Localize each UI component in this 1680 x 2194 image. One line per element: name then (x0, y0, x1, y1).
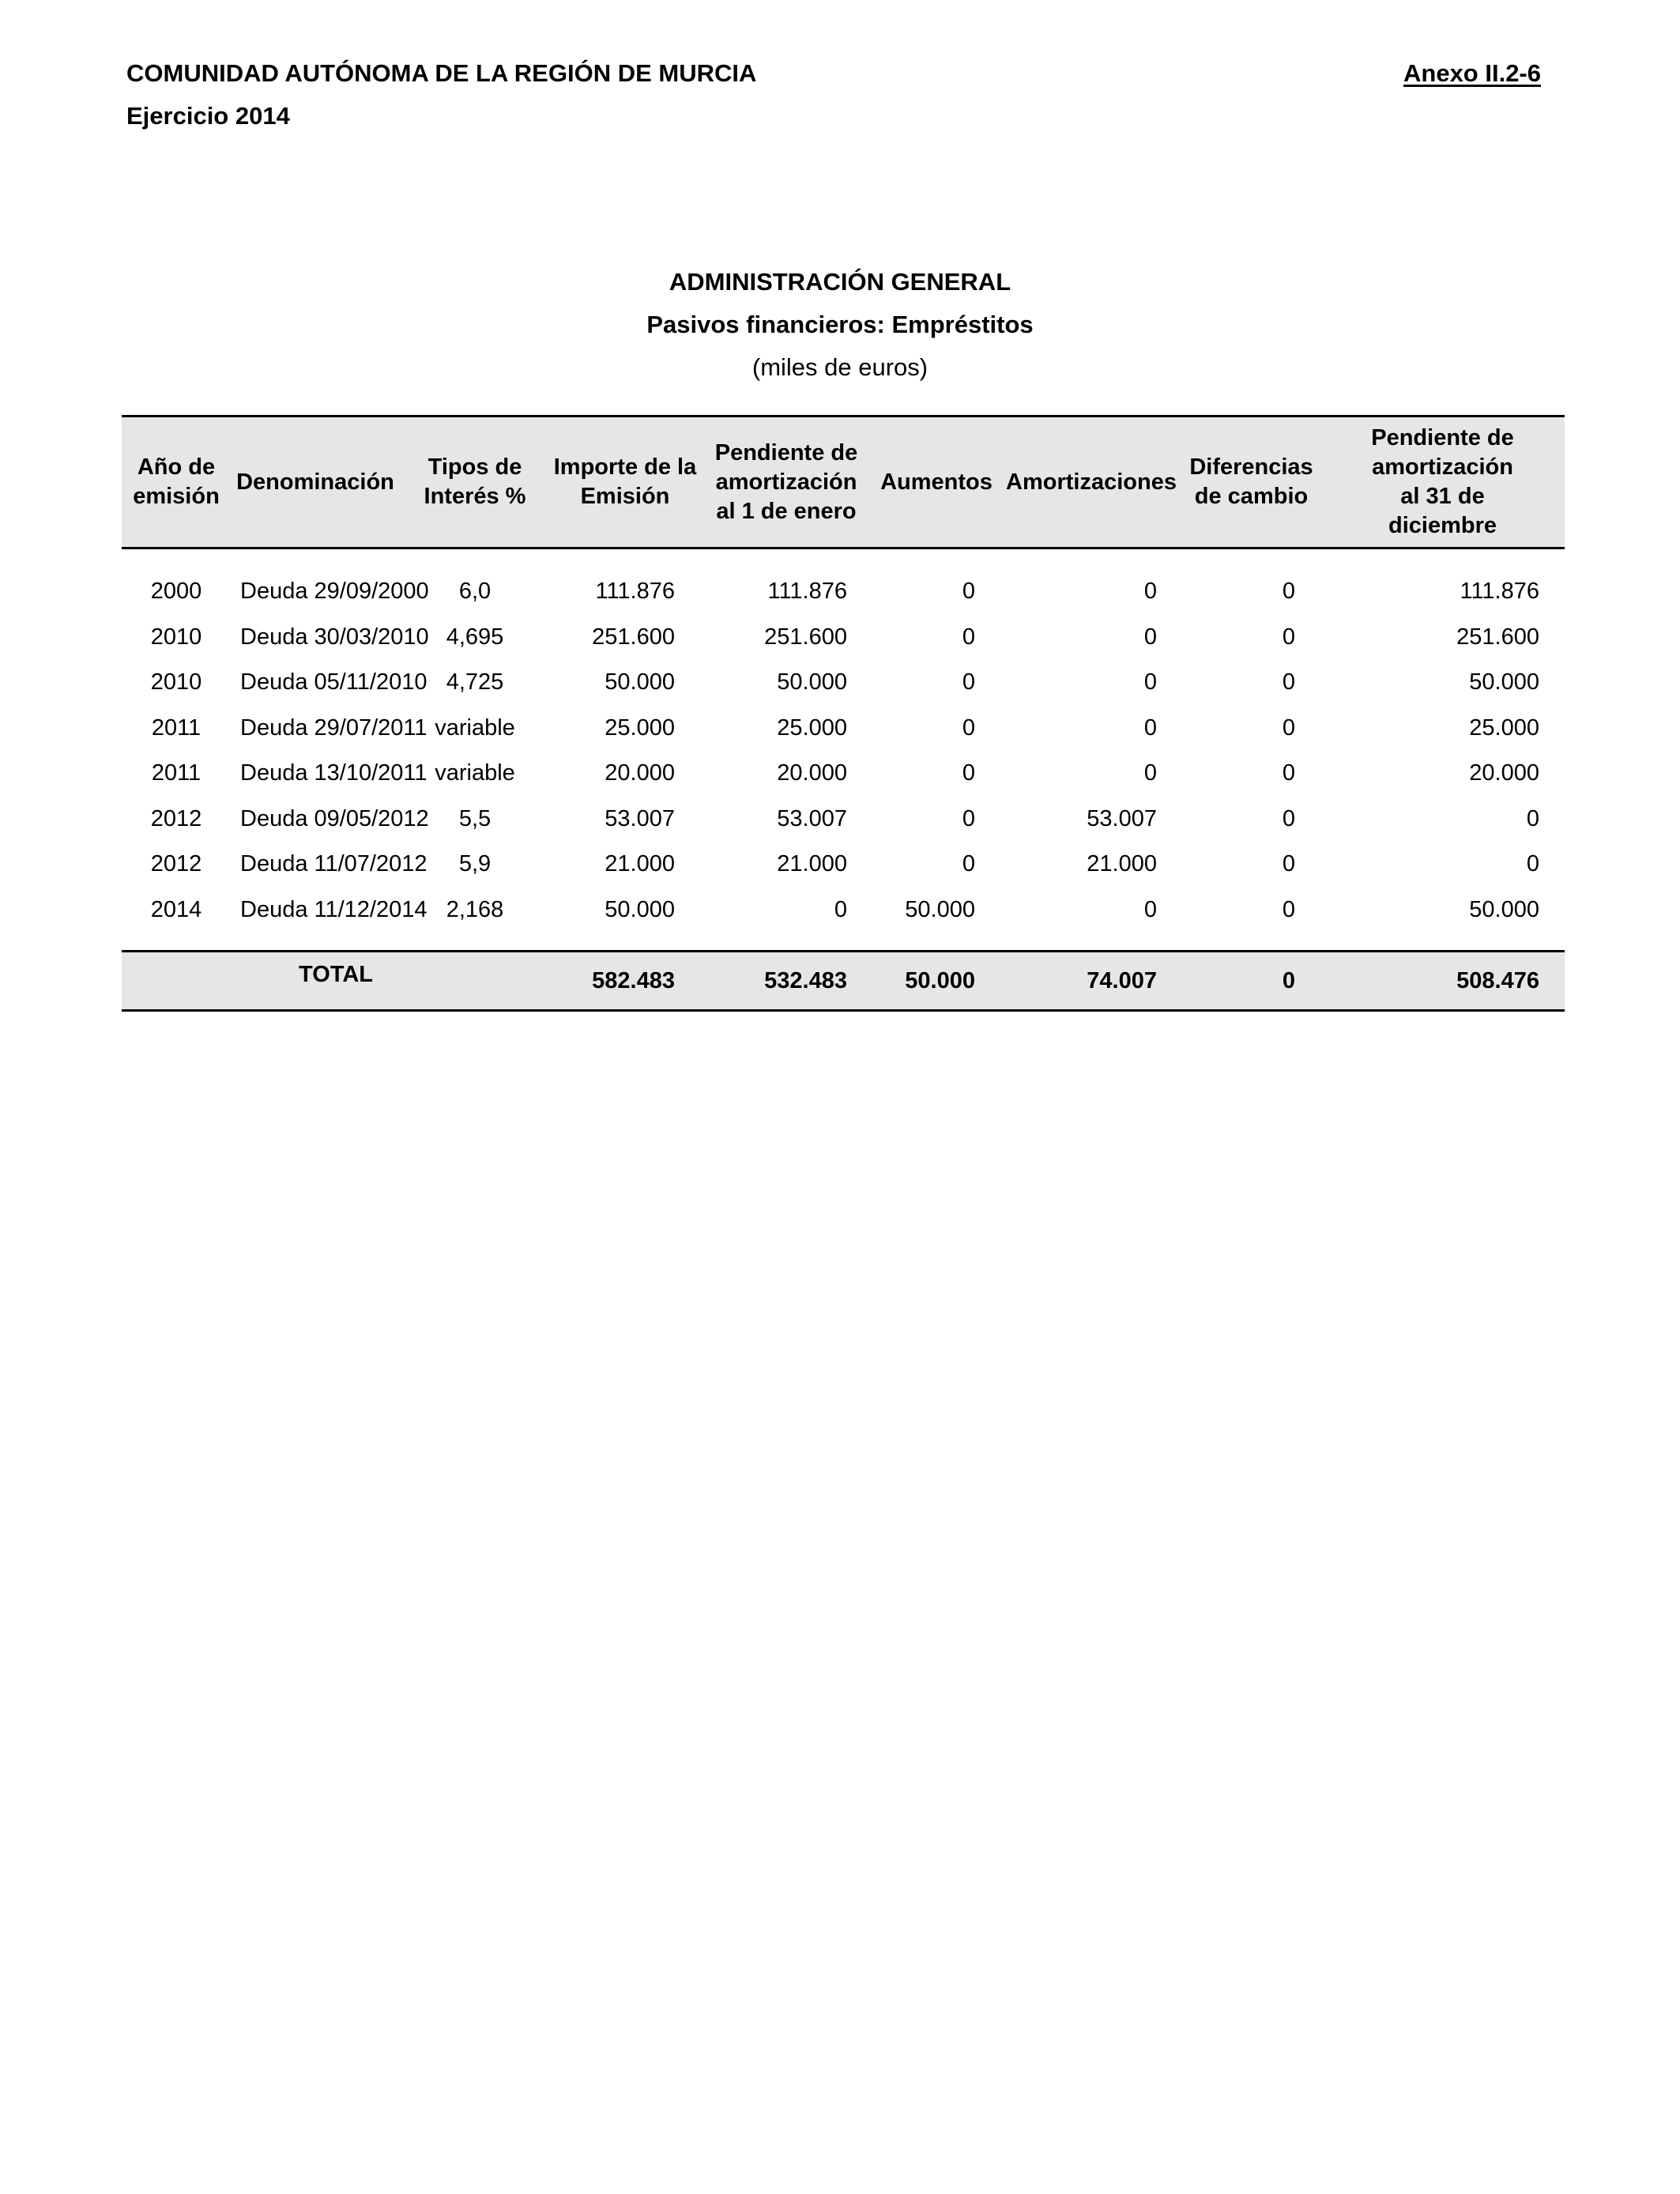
entity-title: ADMINISTRACIÓN GENERAL (669, 268, 1011, 296)
cell-increases: 0 (962, 714, 975, 741)
cell-denomination: Deuda 05/11/2010 (240, 669, 428, 696)
cell-exchange-diff: 0 (1282, 851, 1295, 877)
cell-year: 2011 (151, 714, 202, 741)
cell-interest-rate: 2,168 (446, 896, 504, 922)
column-header-line: diciembre (1388, 513, 1497, 538)
cell-pending-start: 111.876 (767, 579, 847, 605)
cell-amortizations: 0 (1143, 760, 1157, 786)
cell-exchange-diff: 0 (1282, 714, 1295, 741)
cell-interest-rate: variable (435, 714, 515, 741)
cell-interest-rate: 5,9 (458, 851, 492, 877)
cell-pending-start: 25.000 (777, 714, 847, 741)
cell-year: 2011 (151, 760, 202, 786)
table-row (122, 751, 1565, 797)
cell-interest-rate: 4,725 (446, 669, 504, 696)
annex-label: Anexo II.2-6 (1403, 59, 1541, 87)
cell-exchange-diff: 0 (1282, 624, 1295, 650)
column-header-increases (872, 417, 1000, 548)
cell-pending-end: 50.000 (1469, 896, 1539, 922)
cell-issue-amount: 20.000 (605, 760, 675, 786)
cell-exchange-diff: 0 (1282, 805, 1295, 831)
cell-amortizations: 0 (1143, 579, 1157, 605)
cell-amortizations: 0 (1143, 714, 1157, 741)
total-label: TOTAL (122, 952, 550, 1011)
cell-interest-rate: 5,5 (458, 805, 492, 831)
cell-year: 2012 (150, 851, 202, 877)
cell-amortizations: 0 (1143, 624, 1157, 650)
cell-pending-start: 251.600 (764, 624, 847, 650)
cell-denomination: Deuda 30/03/2010 (240, 624, 429, 650)
cell-pending-start: 20.000 (777, 760, 847, 786)
column-header-line: amortización (1372, 454, 1513, 480)
cell-pending-end: 50.000 (1469, 669, 1539, 696)
organization-name: COMUNIDAD AUTÓNOMA DE LA REGIÓN DE MURCIA (126, 59, 757, 87)
financial-liabilities-table (122, 415, 1565, 1012)
column-header-line: al 31 de (1400, 484, 1485, 509)
table-titles (0, 261, 1680, 389)
exercise-year: Ejercicio 2014 (126, 102, 290, 130)
cell-denomination: Deuda 09/05/2012 (240, 805, 429, 831)
column-header-line: de cambio (1194, 484, 1309, 509)
column-header-pending-end (1320, 417, 1565, 548)
table-row (122, 842, 1565, 888)
cell-year: 2014 (150, 896, 202, 922)
cell-increases: 0 (962, 624, 975, 650)
column-header-line: Aumentos (880, 469, 993, 495)
cell-pending-start: 50.000 (777, 669, 847, 696)
column-header-line: Denominación (236, 469, 394, 495)
column-header-line: emisión (133, 484, 220, 509)
column-header-line: amortización (715, 469, 857, 495)
total-issue-amount: 582.483 (550, 952, 700, 1011)
column-header-issue-amount (550, 417, 700, 548)
cell-year: 2000 (150, 579, 202, 605)
cell-interest-rate: 6,0 (458, 579, 492, 605)
table-body (122, 548, 1565, 1011)
cell-exchange-diff: 0 (1282, 669, 1295, 696)
column-header-exchange-diff (1182, 417, 1320, 548)
cell-increases: 50.000 (905, 896, 975, 922)
units-note: (miles de euros) (751, 353, 929, 381)
column-header-line: Pendiente de (714, 439, 858, 466)
cell-increases: 0 (962, 579, 975, 605)
column-header-line: Importe de la (553, 454, 697, 480)
cell-pending-end: 20.000 (1469, 760, 1539, 786)
table-row (122, 660, 1565, 706)
document-header (126, 52, 756, 138)
cell-denomination: Deuda 11/07/2012 (240, 851, 428, 877)
cell-pending-end: 111.876 (1460, 579, 1539, 605)
cell-year: 2010 (150, 624, 202, 650)
table-row (122, 569, 1565, 615)
cell-denomination: Deuda 11/12/2014 (240, 896, 428, 922)
total-exchange-diff: 0 (1182, 952, 1320, 1011)
cell-pending-end: 251.600 (1456, 624, 1539, 650)
subject-title: Pasivos financieros: Empréstitos (646, 311, 1034, 338)
cell-amortizations: 53.007 (1087, 805, 1157, 831)
column-header-interest-rate (400, 417, 550, 548)
table-row (122, 615, 1565, 661)
table-row (122, 888, 1565, 933)
cell-interest-rate: 4,695 (446, 624, 504, 650)
cell-increases: 0 (962, 669, 975, 696)
cell-denomination: Deuda 13/10/2011 (240, 760, 428, 786)
cell-pending-end: 0 (1526, 805, 1539, 831)
cell-amortizations: 0 (1143, 669, 1157, 696)
column-header-line: Tipos de (428, 454, 522, 480)
column-header-line: Interés % (424, 484, 526, 509)
column-header-amortizations (1000, 417, 1182, 548)
cell-pending-start: 0 (834, 896, 847, 922)
cell-pending-end: 25.000 (1469, 714, 1539, 741)
table-row (122, 797, 1565, 843)
cell-issue-amount: 21.000 (605, 851, 675, 877)
cell-increases: 0 (962, 851, 975, 877)
cell-year: 2010 (150, 669, 202, 696)
column-header-line: Año de (137, 454, 216, 480)
cell-issue-amount: 53.007 (605, 805, 675, 831)
total-amortizations: 74.007 (1000, 952, 1182, 1011)
cell-pending-end: 0 (1526, 851, 1539, 877)
total-pending-end: 508.476 (1320, 952, 1565, 1011)
cell-denomination: Deuda 29/07/2011 (240, 714, 428, 741)
cell-amortizations: 0 (1143, 896, 1157, 922)
column-header-line: Amortizaciones (1006, 469, 1177, 495)
column-header-line: Diferencias (1189, 454, 1313, 480)
column-header-denomination (231, 417, 400, 548)
cell-amortizations: 21.000 (1087, 851, 1157, 877)
column-header-year (122, 417, 231, 548)
cell-year: 2012 (150, 805, 202, 831)
cell-denomination: Deuda 29/09/2000 (240, 579, 429, 605)
column-header-line: Pendiente de (1371, 425, 1514, 450)
column-header-pending-start (700, 417, 872, 548)
cell-issue-amount: 111.876 (595, 579, 675, 605)
cell-exchange-diff: 0 (1282, 896, 1295, 922)
cell-pending-start: 53.007 (777, 805, 847, 831)
cell-issue-amount: 50.000 (605, 669, 675, 696)
cell-exchange-diff: 0 (1282, 760, 1295, 786)
column-header-line: al 1 de enero (716, 498, 857, 524)
cell-issue-amount: 25.000 (605, 714, 675, 741)
column-header-line: Emisión (580, 484, 670, 509)
cell-increases: 0 (962, 805, 975, 831)
cell-issue-amount: 251.600 (592, 624, 675, 650)
total-pending-start: 532.483 (700, 952, 872, 1011)
cell-pending-start: 21.000 (777, 851, 847, 877)
cell-issue-amount: 50.000 (605, 896, 675, 922)
total-row (122, 952, 1565, 1011)
total-increases: 50.000 (872, 952, 1000, 1011)
cell-interest-rate: variable (435, 760, 515, 786)
table-header-row (122, 417, 1565, 548)
table-row (122, 706, 1565, 752)
cell-exchange-diff: 0 (1282, 579, 1295, 605)
cell-increases: 0 (962, 760, 975, 786)
